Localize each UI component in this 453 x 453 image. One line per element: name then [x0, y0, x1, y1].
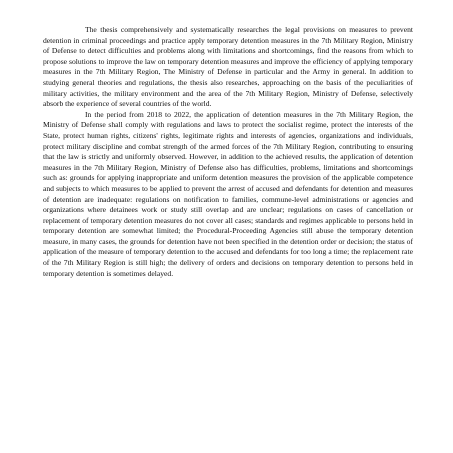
document-page	[43, 25, 413, 279]
paragraph-2: In the period from 2018 to 2022, the application of detention measures in the 7th Military Region, the Ministry of Defense shall comply with regulations and laws to protect the socialist regime, protect the interests of the State, protect human rights, citizens' rights, legitimate rights and interests of agencies, organizations and individuals, protect military discipline and combat strength of the armed forces of the 7th Military Region, contributing to ensuring that the law is strictly and uniformly observed. However, in addition to the achieved results, the application of detention measures in the 7th Military Region, Ministry of Defense also has difficulties, problems, limitations and shortcomings such as: grounds for applying inappropriate and uniform detention measures the provision of the applicable competence and subjects to which measures to be applied to prevent the arrest of accused and defendants for detention and measures of detention are inadequate: regulations on notification to families, commune-level administrations or agencies and organizations where detainees work or study still overlap and are unclear; regulations on cases of cancellation or replacement of temporary detention measures do not cover all cases; standards and regimes applicable to persons held in temporary detention are somewhat limited; the Procedural-Proceeding Agencies still abuse the temporary detention measure, in many cases, the grounds for detention have not been specified in the detention order or decision; the status of application of the measure of temporary detention to the accused and defendants for too long a time; the replacement rate of the 7th Military Region is still high; the delivery of orders and decisions on temporary detention to persons held in temporary detention is sometimes delayed.	[43, 109, 413, 278]
paragraph-1: The thesis comprehensively and systematically researches the legal provisions on measures to prevent detention in criminal proceedings and practice apply temporary detention measures in the 7th Military Region, Ministry of Defense to detect difficulties and problems along with limitations and shortcomings, find the reasons from which to propose solutions to improve the law on temporary detention measures and improve the efficiency of applying temporary measures in the 7th Military Region, The Ministry of Defense in particular and the Army in general. In addition to studying general theories and regulations, the thesis also researches, approaching on the basis of the peculiarities of military activities, the military environment and the area of the 7th Military Region, Ministry of Defense, selectively absorb the experience of several countries of the world.	[43, 25, 413, 109]
